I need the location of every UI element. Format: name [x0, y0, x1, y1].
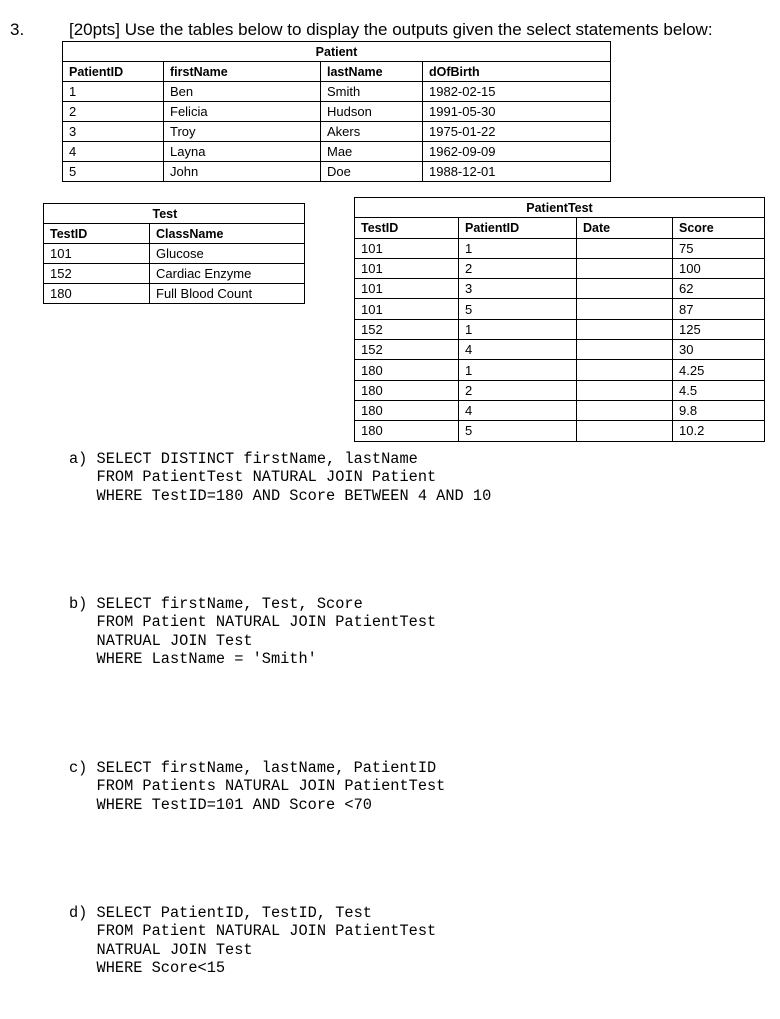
- column-header: TestID: [44, 224, 150, 244]
- table-cell: Doe: [321, 162, 423, 182]
- table-row: [44, 284, 305, 304]
- table-cell: 2: [459, 380, 577, 400]
- table-cell: 1962-09-09: [423, 142, 611, 162]
- question-text: [20pts] Use the tables below to display the outputs given the select statements below:: [69, 20, 713, 39]
- table-cell: 125: [673, 319, 765, 339]
- table-cell: Ben: [164, 82, 321, 102]
- table-caption-row: [63, 42, 611, 62]
- table-row: [63, 142, 611, 162]
- patient-table: [62, 41, 611, 182]
- table-row: [355, 319, 765, 339]
- table-cell: 62: [673, 279, 765, 299]
- table-cell: [577, 421, 673, 441]
- table-cell: Cardiac Enzyme: [150, 264, 305, 284]
- table-cell: 3: [459, 279, 577, 299]
- table-cell: 152: [355, 319, 459, 339]
- column-header: Score: [673, 218, 765, 238]
- table-caption: Test: [150, 204, 305, 224]
- table-row: [355, 400, 765, 420]
- table-caption-spacer: [44, 204, 150, 224]
- table-cell: Full Blood Count: [150, 284, 305, 304]
- table-cell: 180: [355, 400, 459, 420]
- table-cell: [577, 258, 673, 278]
- table-cell: [577, 400, 673, 420]
- table-row: [44, 264, 305, 284]
- table-cell: 2: [63, 102, 164, 122]
- table-row: [355, 360, 765, 380]
- table-cell: Felicia: [164, 102, 321, 122]
- table-row: [63, 162, 611, 182]
- table-row: [355, 258, 765, 278]
- column-header: PatientID: [459, 218, 577, 238]
- table-row: [355, 279, 765, 299]
- table-cell: 1: [459, 238, 577, 258]
- table-row: [63, 102, 611, 122]
- table-cell: 100: [673, 258, 765, 278]
- table-cell: 9.8: [673, 400, 765, 420]
- table-cell: [577, 340, 673, 360]
- table-cell: [577, 360, 673, 380]
- table-cell: Smith: [321, 82, 423, 102]
- table-header-row: [63, 62, 611, 82]
- query-b: b) SELECT firstName, Test, Score FROM Patient NATURAL JOIN PatientTest NATRUAL JOIN Test WHERE LastName = 'Smith': [69, 595, 437, 668]
- table-cell: 1: [459, 319, 577, 339]
- table-cell: [577, 238, 673, 258]
- table-row: [63, 82, 611, 102]
- table-cell: [577, 319, 673, 339]
- query-d: d) SELECT PatientID, TestID, Test FROM Patient NATURAL JOIN PatientTest NATRUAL JOIN Test WHERE Score<15: [69, 904, 437, 977]
- table-cell: 180: [355, 421, 459, 441]
- column-header: PatientID: [63, 62, 164, 82]
- table-cell: 5: [63, 162, 164, 182]
- table-cell: 180: [355, 360, 459, 380]
- test-table: [43, 203, 305, 304]
- table-cell: 10.2: [673, 421, 765, 441]
- patienttest-table: [354, 197, 765, 442]
- table-cell: Glucose: [150, 244, 305, 264]
- table-cell: [577, 299, 673, 319]
- column-header: lastName: [321, 62, 423, 82]
- table-cell: 2: [459, 258, 577, 278]
- table-cell: 1: [459, 360, 577, 380]
- table-cell: [577, 380, 673, 400]
- table-row: [355, 238, 765, 258]
- table-header-row: [355, 218, 765, 238]
- table-row: [355, 340, 765, 360]
- table-caption-row: [44, 204, 305, 224]
- table-cell: Akers: [321, 122, 423, 142]
- table-caption-row: [355, 198, 765, 218]
- table-cell: 1982-02-15: [423, 82, 611, 102]
- table-cell: 101: [355, 238, 459, 258]
- table-cell: 152: [44, 264, 150, 284]
- table-cell: 87: [673, 299, 765, 319]
- table-cell: 75: [673, 238, 765, 258]
- table-cell: 101: [44, 244, 150, 264]
- table-cell: 101: [355, 258, 459, 278]
- table-cell: 1: [63, 82, 164, 102]
- column-header: ClassName: [150, 224, 305, 244]
- table-cell: 4: [459, 400, 577, 420]
- table-caption: PatientTest: [355, 198, 765, 218]
- table-cell: 5: [459, 421, 577, 441]
- table-caption: Patient: [63, 42, 611, 62]
- table-cell: Troy: [164, 122, 321, 142]
- query-c: c) SELECT firstName, lastName, PatientID FROM Patients NATURAL JOIN PatientTest WHERE TestID=101 AND Score <70: [69, 759, 446, 814]
- column-header: Date: [577, 218, 673, 238]
- table-cell: John: [164, 162, 321, 182]
- table-cell: Hudson: [321, 102, 423, 122]
- table-cell: [577, 279, 673, 299]
- table-header-row: [44, 224, 305, 244]
- table-cell: Mae: [321, 142, 423, 162]
- table-cell: 180: [355, 380, 459, 400]
- table-cell: 1991-05-30: [423, 102, 611, 122]
- table-cell: 3: [63, 122, 164, 142]
- table-cell: 101: [355, 279, 459, 299]
- table-cell: 4.25: [673, 360, 765, 380]
- table-cell: 180: [44, 284, 150, 304]
- column-header: firstName: [164, 62, 321, 82]
- table-cell: 4.5: [673, 380, 765, 400]
- column-header: TestID: [355, 218, 459, 238]
- table-cell: Layna: [164, 142, 321, 162]
- table-cell: 5: [459, 299, 577, 319]
- table-cell: 30: [673, 340, 765, 360]
- table-cell: 4: [63, 142, 164, 162]
- table-row: [63, 122, 611, 142]
- query-a: a) SELECT DISTINCT firstName, lastName FROM PatientTest NATURAL JOIN Patient WHERE TestID=180 AND Score BETWEEN 4 AND 10: [69, 450, 492, 505]
- table-cell: 152: [355, 340, 459, 360]
- table-row: [44, 244, 305, 264]
- table-row: [355, 380, 765, 400]
- table-row: [355, 299, 765, 319]
- table-cell: 4: [459, 340, 577, 360]
- table-cell: 101: [355, 299, 459, 319]
- table-row: [355, 421, 765, 441]
- table-cell: 1975-01-22: [423, 122, 611, 142]
- column-header: dOfBirth: [423, 62, 611, 82]
- question-number: 3.: [10, 20, 25, 39]
- table-cell: 1988-12-01: [423, 162, 611, 182]
